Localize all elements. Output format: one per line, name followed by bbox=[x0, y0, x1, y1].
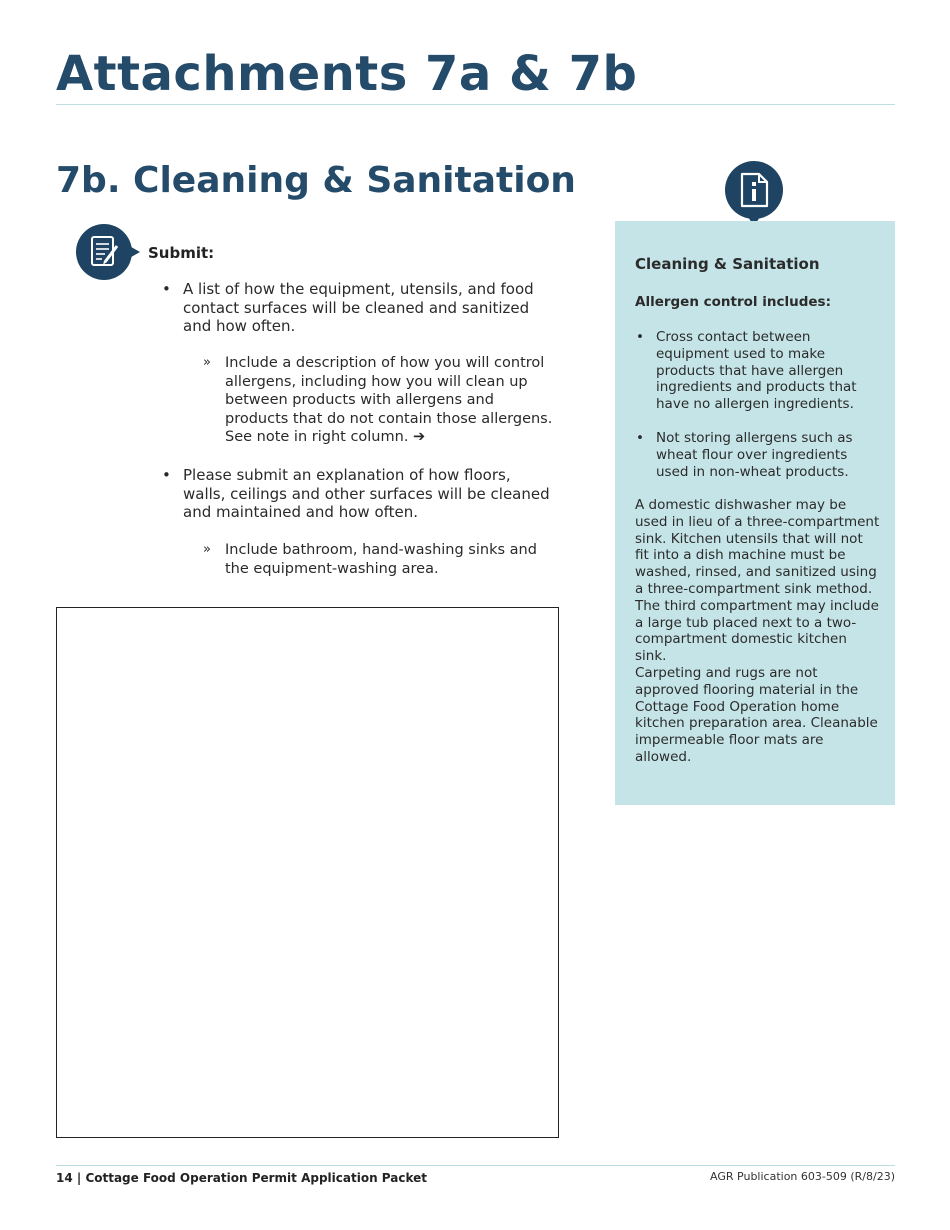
sub-bullet-mark: » bbox=[203, 355, 211, 370]
sidebar-title: Cleaning & Sanitation bbox=[635, 255, 820, 273]
sidebar-note bbox=[615, 221, 895, 805]
submit-subitem-text: Include bathroom, hand-washing sinks and the equipment-washing area. bbox=[225, 542, 537, 577]
bullet-mark: • bbox=[162, 466, 171, 484]
submit-item bbox=[162, 466, 553, 522]
footer-page-info: 14 | Cottage Food Operation Permit Application Packet bbox=[56, 1171, 428, 1185]
submit-item bbox=[162, 280, 553, 336]
submit-item-text: Please submit an explanation of how floors, walls, ceilings and other surfaces will be cleaned and maintained and how often. bbox=[183, 466, 550, 521]
submit-label: Submit: bbox=[148, 244, 215, 262]
sidebar-bullet-text: Not storing allergens such as wheat flour over ingredients used in non-wheat products. bbox=[656, 430, 853, 480]
bullet-mark: • bbox=[162, 280, 171, 298]
answer-text-box[interactable] bbox=[56, 607, 559, 1138]
section-title: 7b. Cleaning & Sanitation bbox=[56, 160, 576, 201]
bullet-mark: • bbox=[636, 329, 644, 345]
sidebar-subtitle: Allergen control includes: bbox=[635, 294, 831, 310]
sidebar-paragraph: Carpeting and rugs are not approved flooring material in the Cottage Food Operation home kitchen preparation area. Cleanable impermeable floor mats are allowed. bbox=[635, 665, 878, 765]
footer-divider bbox=[56, 1165, 895, 1166]
sidebar-paragraph: A domestic dishwasher may be used in lieu of a three-compartment sink. Kitchen utensils that will not fit into a dish machine must be washed, rinsed, and sanitized using a three-compartment sink method. The third compartment may include a large tub placed next to a two-compartment domestic kitchen sink. bbox=[635, 497, 880, 665]
sidebar-bullet bbox=[636, 329, 871, 413]
page-title: Attachments 7a & 7b bbox=[56, 46, 638, 102]
submit-subitem bbox=[203, 354, 555, 447]
footer-publication: AGR Publication 603-509 (R/8/23) bbox=[710, 1170, 895, 1183]
submit-subitem-text: Include a description of how you will control allergens, including how you will clean up between products with allergens and products that do not contain those allergens. See note in right column. ➔ bbox=[225, 355, 553, 445]
sub-bullet-mark: » bbox=[203, 542, 211, 557]
title-divider bbox=[56, 104, 895, 105]
submit-document-icon bbox=[76, 224, 142, 280]
bullet-mark: • bbox=[636, 430, 644, 446]
sidebar-bullet-text: Cross contact between equipment used to make products that have allergen ingredients and products that have no allergen ingredients. bbox=[656, 329, 857, 413]
submit-subitem bbox=[203, 541, 555, 578]
sidebar-bullet bbox=[636, 430, 871, 480]
submit-item-text: A list of how the equipment, utensils, and food contact surfaces will be cleaned and sanitized and how often. bbox=[183, 280, 534, 335]
info-document-icon bbox=[724, 160, 784, 228]
